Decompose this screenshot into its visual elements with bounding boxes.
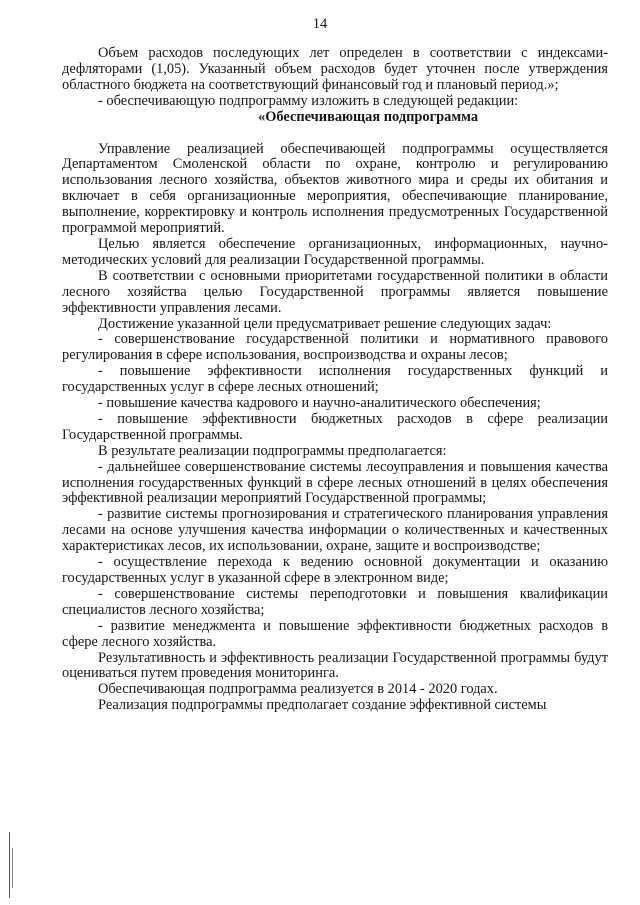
list-item: - развитие системы прогнозирования и стратегического планирования управления лесами на основе улучшения качества информации о количественных и качественных характеристиках лесов, их использовании, охране, защите и воспроизводстве; bbox=[62, 506, 608, 555]
list-item: - повышение качества кадрового и научно-аналитического обеспечения; bbox=[98, 395, 541, 412]
scan-mark bbox=[12, 848, 13, 888]
paragraph: Управление реализацией обеспечивающей подпрограммы осуществляется Департаментом Смоленской области по охране, контролю и регулированию использования лесного хозяйства, объектов животного мира и среды их обитания и включает в себя организационные мероприятия, обеспечивающие планирование, выполнение, корректировку и контроль исполнения предусмотренных Государственной программой мероприятий. bbox=[62, 140, 608, 237]
paragraph-instruction: - обеспечивающую подпрограмму изложить в следующей редакции: bbox=[98, 92, 519, 109]
paragraph-budget-note: Объем расходов последующих лет определен в соответствии с индексами-дефляторами (1,05). Указанный объем расходов будет уточнен после утверждения областного бюджета на соответствующий финансовый год и плановый период.»; bbox=[62, 45, 608, 93]
list-item: - повышение эффективности исполнения государственных функций и государственных услуг в сфере лесных отношений; bbox=[62, 363, 608, 396]
list-item: - совершенствование системы переподготовки и повышения квалификации специалистов лесного хозяйства; bbox=[62, 585, 608, 618]
list-item: - дальнейшее совершенствование системы лесоуправления и повышения качества исполнения государственных функций в сфере лесных отношений в целях обеспечения эффективной реализации мероприятий Государственной программы; bbox=[62, 458, 608, 507]
paragraph: Обеспечивающая подпрограмма реализуется в 2014 - 2020 годах. bbox=[98, 681, 498, 698]
paragraph: Реализация подпрограммы предполагает создание эффективной системы bbox=[98, 697, 547, 714]
page-number: 14 bbox=[312, 16, 328, 32]
list-item: - осуществление перехода к ведению основной документации и оказанию государственных услуг в указанной сфере в электронном виде; bbox=[62, 554, 608, 586]
paragraph: Достижение указанной цели предусматривает решение следующих задач: bbox=[98, 315, 552, 332]
list-item: - совершенствование государственной политики и нормативного правового регулирования в сфере использования, воспроизводства и охраны лесов; bbox=[62, 331, 608, 364]
paragraph: В результате реализации подпрограммы предполагается: bbox=[98, 442, 447, 459]
scan-mark bbox=[9, 832, 10, 898]
paragraph: Результативность и эффективность реализации Государственной программы будут оцениваться путем проведения мониторинга. bbox=[62, 649, 608, 682]
section-heading: «Обеспечивающая подпрограмма bbox=[258, 108, 479, 125]
list-item: - развитие менеджмента и повышение эффективности бюджетных расходов в сфере лесного хозяйства. bbox=[62, 617, 608, 650]
list-item: - повышение эффективности бюджетных расходов в сфере реализации Государственной программы. bbox=[62, 410, 608, 443]
paragraph: Целью является обеспечение организационных, информационных, научно-методических условий для реализации Государственной программы. bbox=[62, 235, 608, 268]
paragraph: В соответствии с основными приоритетами государственной политики в области лесного хозяйства целью Государственной программы является повышение эффективности управления лесами. bbox=[62, 267, 608, 316]
document-body bbox=[62, 46, 608, 714]
